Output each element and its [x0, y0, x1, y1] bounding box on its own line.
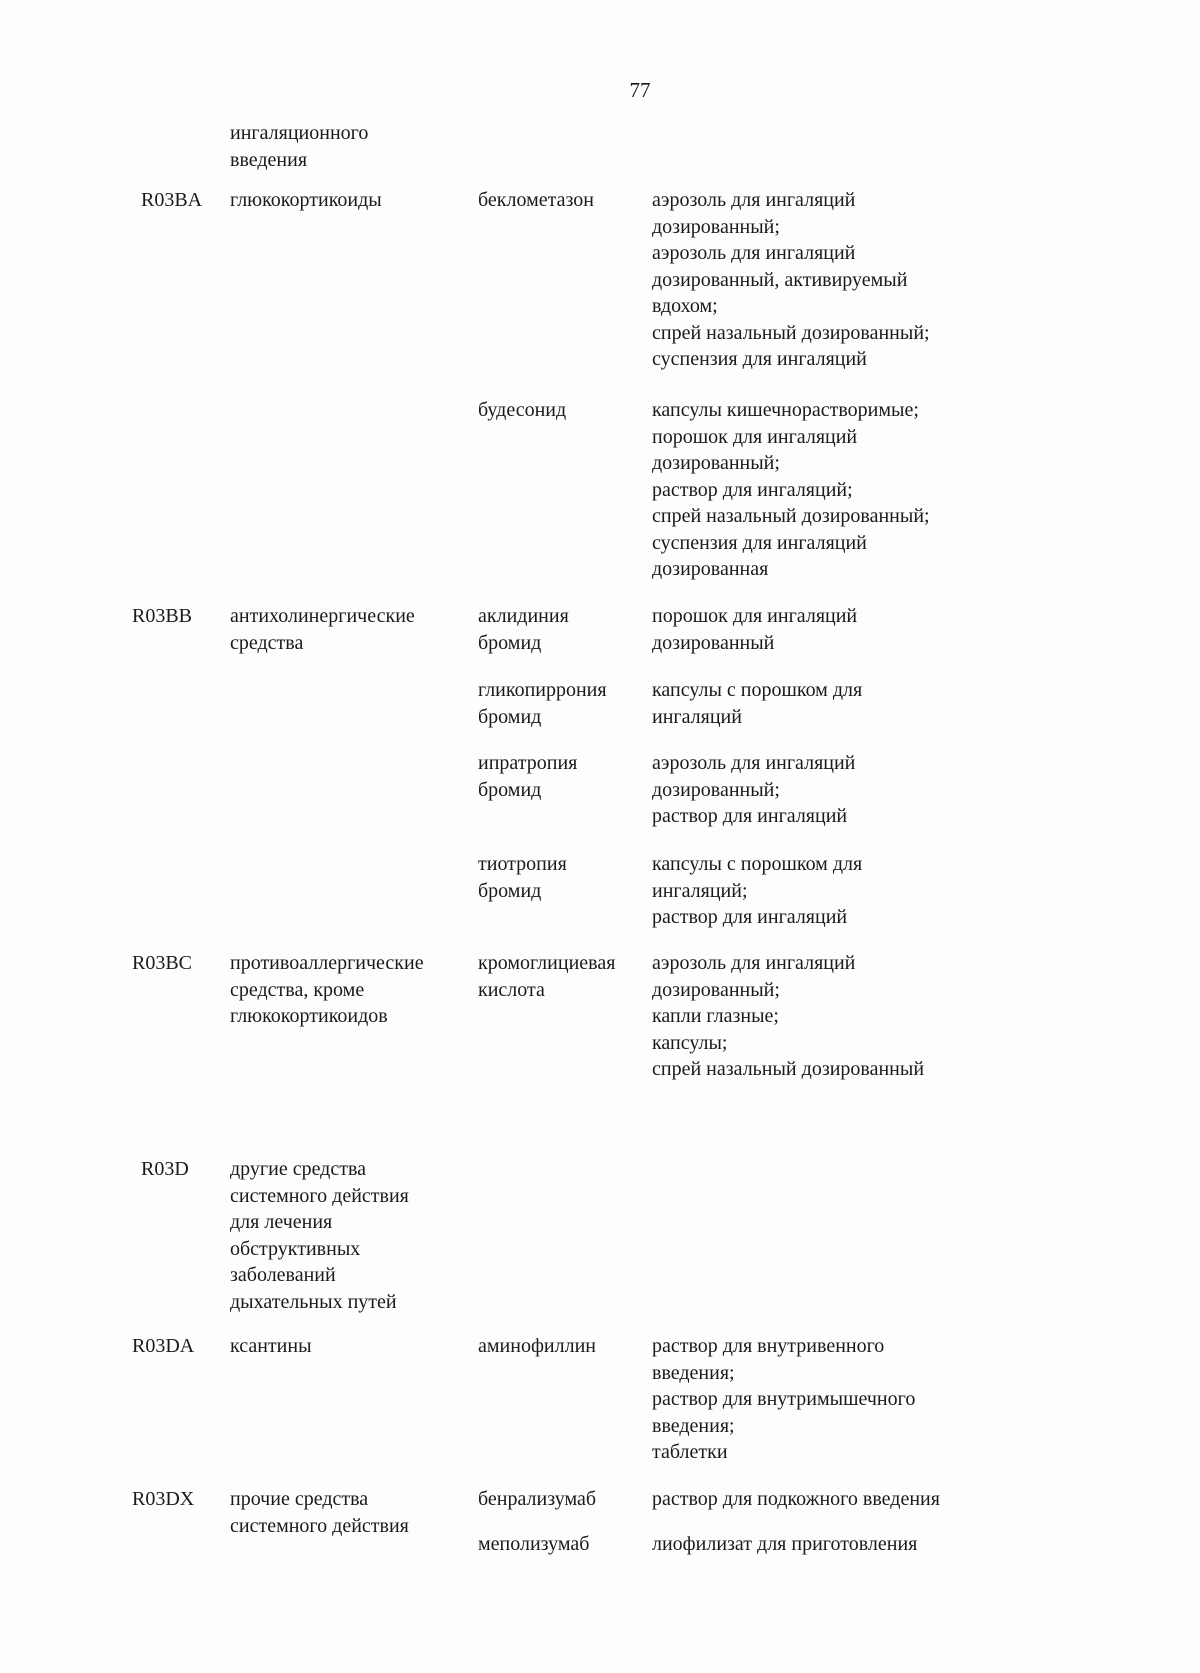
dosage-forms: капсулы с порошком для ингаляций — [652, 679, 863, 728]
group-name-continuation: ингаляционного введения — [230, 122, 369, 171]
dosage-forms: раствор для подкожного введения — [652, 1488, 940, 1510]
drug-name: кромоглициевая кислота — [478, 952, 616, 1001]
dosage-forms: аэрозоль для ингаляций дозированный; аэрозоль для ингаляций дозированный, активируемый вдохом; спрей назальный дозированный; суспензия для ингаляций — [652, 189, 930, 370]
atc-code-r03ba: R03BA — [141, 189, 203, 211]
dosage-forms: аэрозоль для ингаляций дозированный; раствор для ингаляций — [652, 752, 856, 827]
dosage-forms: аэрозоль для ингаляций дозированный; капли глазные; капсулы; спрей назальный дозированный — [652, 952, 925, 1080]
drug-name: беклометазон — [478, 189, 594, 211]
dosage-forms: лиофилизат для приготовления — [652, 1533, 918, 1555]
group-name-r03dx: прочие средства системного действия — [230, 1488, 409, 1537]
drug-name: аклидиния бромид — [478, 605, 569, 654]
dosage-forms: порошок для ингаляций дозированный — [652, 605, 858, 654]
drug-name: меполизумаб — [478, 1533, 590, 1555]
atc-code-r03dx: R03DX — [132, 1488, 195, 1510]
group-name-r03bc: противоаллергические средства, кроме глюкокортикоидов — [230, 952, 424, 1027]
drug-name: бенрализумаб — [478, 1488, 597, 1510]
drug-name: гликопиррония бромид — [478, 679, 607, 728]
group-name-r03da: ксантины — [230, 1335, 312, 1357]
group-name-r03bb: антихолинергические средства — [230, 605, 415, 654]
atc-code-r03bc: R03BC — [132, 952, 193, 974]
atc-code-r03bb: R03BB — [132, 605, 193, 627]
drug-name: тиотропия бромид — [478, 853, 567, 902]
atc-code-r03d: R03D — [141, 1158, 189, 1180]
atc-code-r03da: R03DA — [132, 1335, 195, 1357]
drug-name: будесонид — [478, 399, 567, 421]
page-number: 77 — [629, 78, 651, 102]
drug-name: ипратропия бромид — [478, 752, 578, 801]
group-name-r03d: другие средства системного действия для лечения обструктивных заболеваний дыхательных путей — [230, 1158, 409, 1313]
dosage-forms: капсулы кишечнорастворимые; порошок для ингаляций дозированный; раствор для ингаляций; спрей назальный дозированный; суспензия для ингаляций дозированная — [652, 399, 930, 580]
dosage-forms: раствор для внутривенного введения; раствор для внутримышечного введения; таблетки — [652, 1335, 916, 1463]
group-name-r03ba: глюкокортикоиды — [230, 189, 382, 211]
drug-name: аминофиллин — [478, 1335, 596, 1357]
dosage-forms: капсулы с порошком для ингаляций; раствор для ингаляций — [652, 853, 863, 928]
